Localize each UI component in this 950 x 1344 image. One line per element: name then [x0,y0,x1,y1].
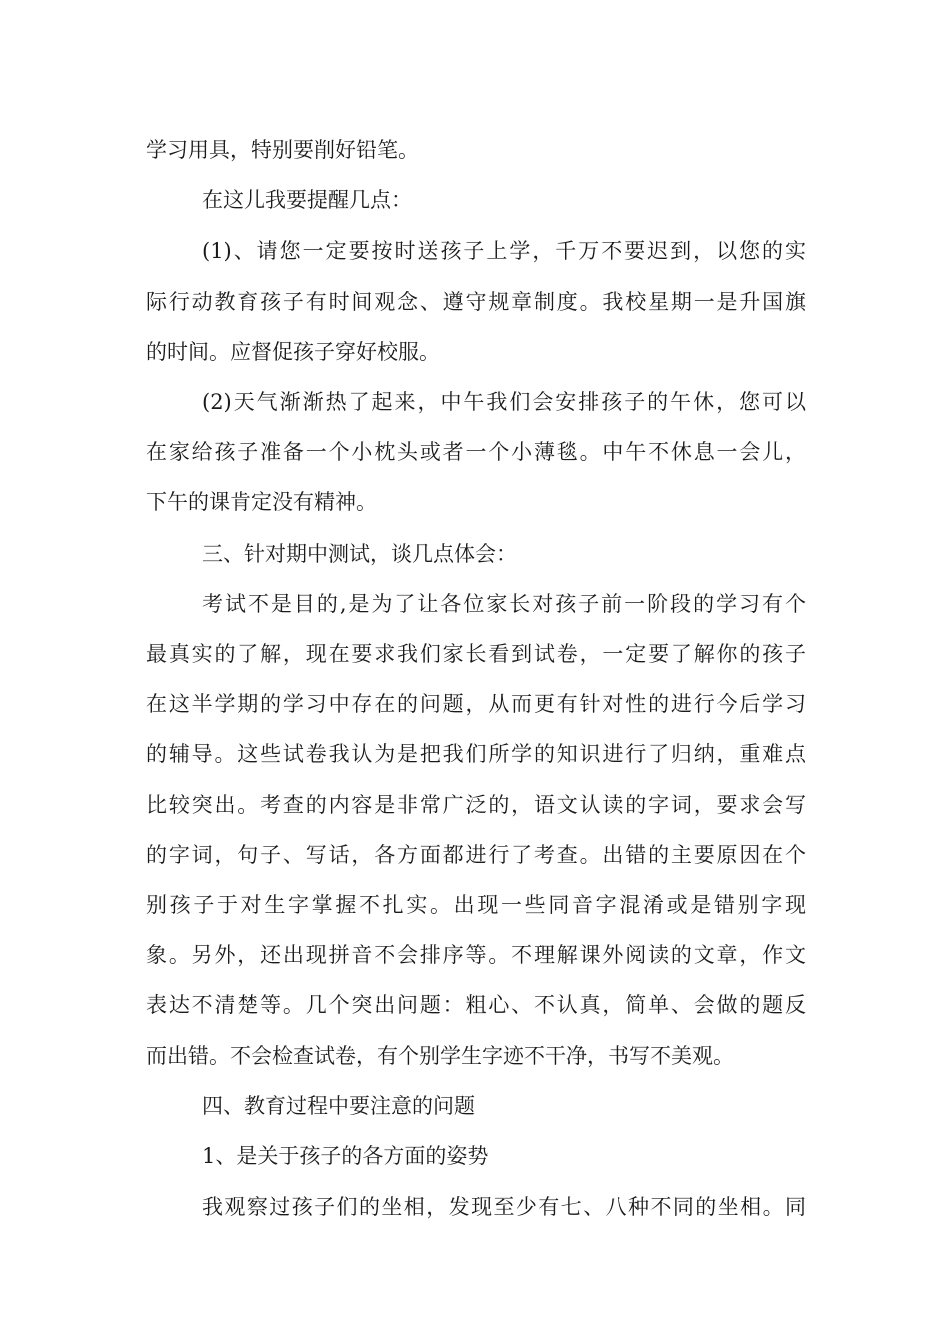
text-line: 在这半学期的学习中存在的问题，从而更有针对性的进行今后学习 [146,692,806,716]
text-line: 的辅导。这些试卷我认为是把我们所学的知识进行了归纳，重难点 [146,742,806,766]
text-line: (2)天气渐渐热了起来，中午我们会安排孩子的午休，您可以 [202,390,806,414]
text-line: 在家给孩子准备一个小枕头或者一个小薄毯。中午不休息一会儿， [146,440,806,464]
text-line: 而出错。不会检查试卷，有个别学生字迹不干净，书写不美观。 [146,1044,734,1068]
text-line: 际行动教育孩子有时间观念、遵守规章制度。我校星期一是升国旗 [146,290,806,314]
text-line: 四、教育过程中要注意的问题 [202,1094,475,1118]
text-line: 下午的课肯定没有精神。 [146,490,377,514]
text-line: 学习用具，特别要削好铅笔。 [146,138,419,162]
text-line: 三、针对期中测试，谈几点体会： [202,542,517,566]
text-line: 最真实的了解，现在要求我们家长看到试卷，一定要了解你的孩子 [146,642,806,666]
text-line: 表达不清楚等。几个突出问题：粗心、不认真，简单、会做的题反 [146,993,806,1017]
text-line: (1)、请您一定要按时送孩子上学，千万不要迟到，以您的实 [202,239,806,263]
text-line: 的时间。应督促孩子穿好校服。 [146,340,440,364]
text-line: 考试不是目的,是为了让各位家长对孩子前一阶段的学习有个 [202,592,806,616]
text-line: 比较突出。考查的内容是非常广泛的，语文认读的字词，要求会写 [146,793,806,817]
text-line: 在这儿我要提醒几点： [202,188,412,212]
text-line: 象。另外，还出现拼音不会排序等。不理解课外阅读的文章，作文 [146,943,806,967]
text-line: 的字词，句子、写话，各方面都进行了考查。出错的主要原因在个 [146,843,806,867]
text-line: 我观察过孩子们的坐相，发现至少有七、八种不同的坐相。同 [202,1195,806,1219]
text-line: 别孩子于对生字掌握不扎实。出现一些同音字混淆或是错别字现 [146,893,806,917]
text-line: 1、是关于孩子的各方面的姿势 [202,1144,489,1168]
